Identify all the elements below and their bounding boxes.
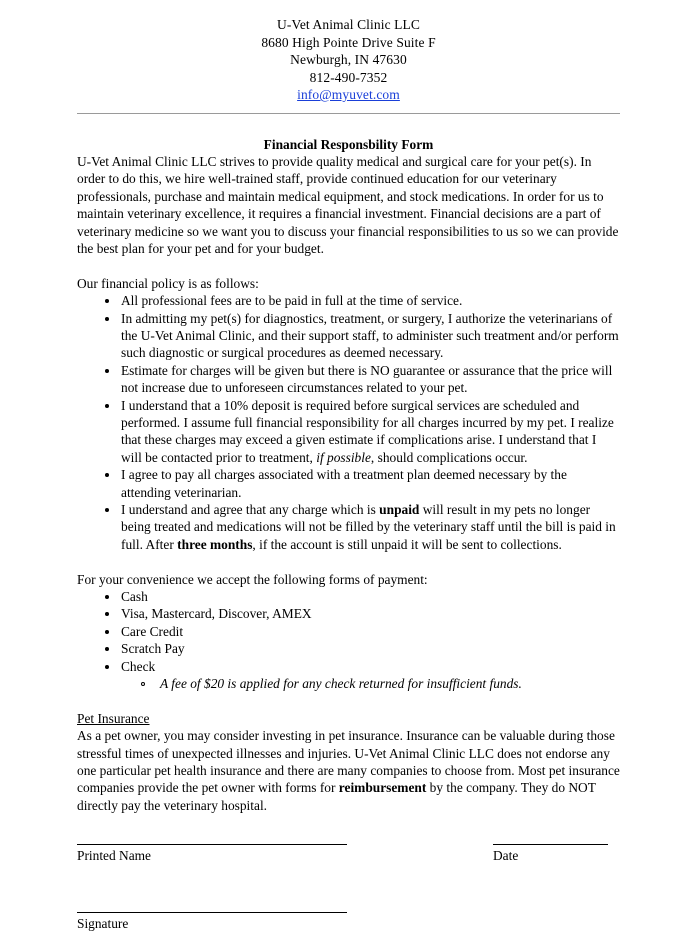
text-run: reimbursement: [338, 780, 427, 796]
pet-insurance-heading: Pet Insurance: [77, 710, 150, 726]
policy-lead-in: Our financial policy is as follows:: [77, 275, 259, 291]
text-run: All professional fees are to be paid in full at the time of service.: [121, 293, 463, 309]
text-run: three months: [177, 536, 253, 552]
text-run: In admitting my pet(s) for diagnostics, treatment, or surgery, I authorize the veterinarians of the U-Vet Animal Clinic, and their support staff, to administer such treatment and/or perform such diagnostic or surgical procedures as deemed necessary.: [121, 310, 619, 361]
check-note-list: [77, 675, 620, 692]
header-divider: [77, 113, 620, 114]
signature-block: [0, 844, 697, 952]
text-run: unpaid: [379, 502, 420, 518]
intro-paragraph: U-Vet Animal Clinic LLC strives to provide quality medical and surgical care for your pet(s). In order to do this, we hire well-trained staff, provide continued education for our veterinary professionals, purchase and maintain medical equipment, and stock medications. In order for us to maintain veterinary excellence, it requires a financial investment. Financial decisions are a part of veterinary medicine so we want you to discuss your financial responsibilities to us so we can provide the best plan for your pet and for your budget.: [77, 153, 619, 256]
policy-list-item: [77, 362, 620, 397]
text-run: As a pet owner, you may consider investing in pet insurance. Insurance can be valuable during those stressful times of unexpected illnesses and injuries. U-Vet Animal Clinic LLC does not endorse any one particular pet health insurance and there are many companies to choose from. Most pet insurance companies provide the pet owner with forms for: [77, 728, 620, 796]
signature-label: Signature: [77, 916, 129, 932]
spacer: [77, 257, 620, 274]
clinic-name: U-Vet Animal Clinic LLC: [277, 17, 420, 32]
policy-list-item: [77, 310, 620, 362]
clinic-email-link[interactable]: info@myuvet.com: [297, 87, 400, 102]
text-run: Estimate for charges will be given but there is NO guarantee or assurance that the price will not increase due to unforeseen circumstances related to your pet.: [121, 362, 613, 396]
payment-method-item: Cash: [77, 588, 620, 605]
payment-method-item: Check: [77, 658, 620, 675]
text-run: will result in my pets no longer being treated and medications will not be filled by the veterinary staff until the bill is paid in full. After: [121, 502, 616, 552]
signature-row-bottom: [77, 912, 620, 952]
payment-method-list: [77, 588, 620, 675]
payment-lead-in: For your convenience we accept the following forms of payment:: [77, 571, 428, 587]
date-label: Date: [493, 848, 519, 864]
policy-list-item: [77, 501, 620, 553]
letterhead: [0, 0, 697, 104]
signature-field[interactable]: [77, 912, 347, 932]
policy-list-item: [77, 466, 620, 501]
clinic-phone: 812-490-7352: [309, 69, 388, 85]
spacer: [77, 553, 620, 570]
date-field[interactable]: [493, 844, 608, 864]
text-run: I understand and agree that any charge which is: [121, 502, 380, 518]
signature-row-top: [77, 844, 620, 888]
printed-name-label: Printed Name: [77, 848, 152, 864]
pet-insurance-paragraph: [77, 727, 620, 814]
policy-list-item: [77, 292, 620, 309]
text-run: by the company. They do NOT directly pay the veterinary hospital.: [77, 780, 596, 813]
text-run: , should complications occur.: [370, 449, 528, 465]
text-run: I understand that a 10% deposit is required before surgical services are scheduled and performed. I assume full financial responsibility for all charges incurred by my pet. I realize that these charges may exceed a given estimate if complications arise. I understand that I will be contacted prior to treatment,: [121, 397, 614, 465]
text-run: if possible: [316, 449, 371, 465]
clinic-city-state-zip: Newburgh, IN 47630: [290, 52, 407, 67]
clinic-address: 8680 High Pointe Drive Suite F: [261, 34, 436, 50]
spacer: [77, 692, 620, 709]
policy-list: [77, 292, 620, 553]
text-run: I agree to pay all charges associated with a treatment plan deemed necessary by the attending veterinarian.: [121, 467, 567, 500]
text-run: , if the account is still unpaid it will be sent to collections.: [252, 536, 562, 552]
printed-name-field[interactable]: [77, 844, 347, 864]
payment-method-item: Visa, Mastercard, Discover, AMEX: [77, 605, 620, 622]
payment-method-item: Care Credit: [77, 623, 620, 640]
page-title: Financial Responsbility Form: [263, 136, 434, 152]
policy-list-item: [77, 397, 620, 467]
check-fee-note: A fee of $20 is applied for any check returned for insufficient funds.: [77, 675, 620, 692]
payment-method-item: Scratch Pay: [77, 640, 620, 657]
document-body: [0, 136, 697, 815]
